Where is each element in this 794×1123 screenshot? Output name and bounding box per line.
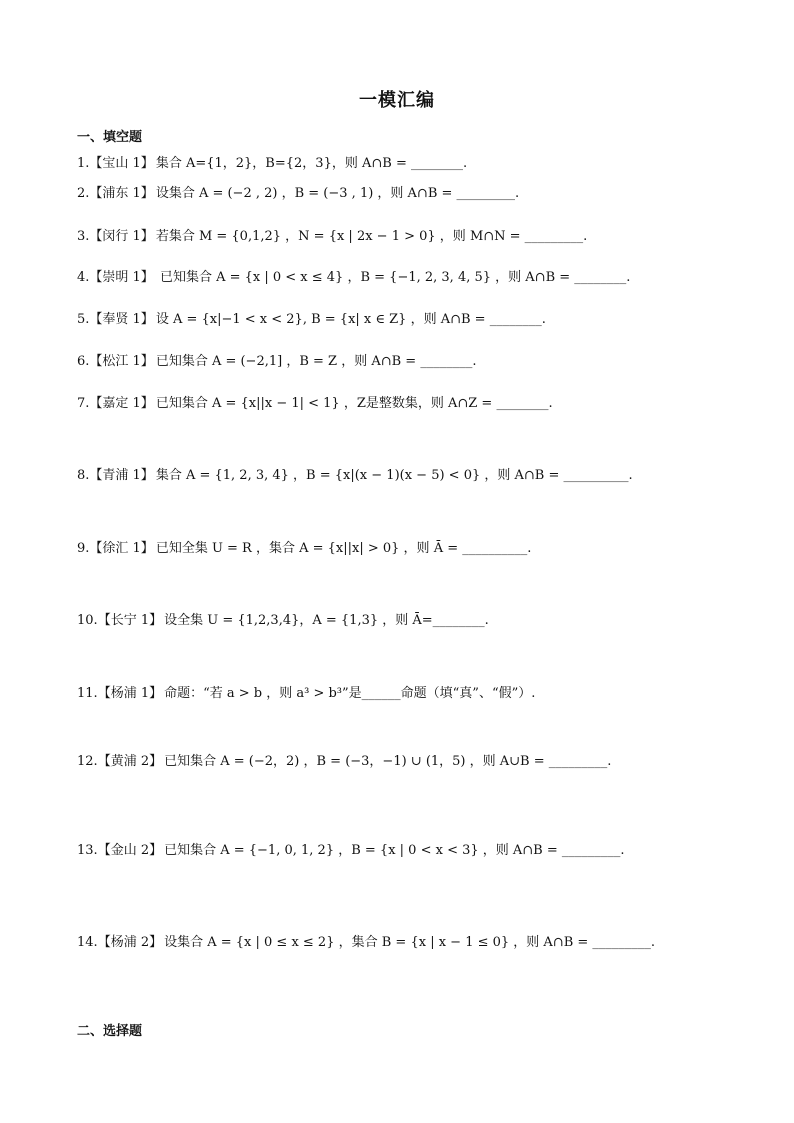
question-6: [77, 353, 476, 371]
question-tag: 【杨浦 1】: [97, 686, 163, 701]
question-10: [77, 612, 489, 630]
question-text: 已知集合 A = (−2,1] ，B = Z ，则 A∩B = ________.: [155, 354, 477, 369]
question-9: [77, 540, 531, 558]
question-text: 设集合 A = {x | 0 ≤ x ≤ 2} ，集合 B = {x | x − 1 ≤ 0} ，则 A∩B = _________.: [164, 935, 656, 950]
question-13: [77, 842, 625, 860]
question-number: 12.: [77, 754, 98, 769]
question-tag: 【金山 2】: [97, 843, 163, 858]
question-number: 9.: [77, 541, 90, 556]
question-text: 命题：“若 a > b ，则 a³ > b³”是______命题（填“真”、“假”）.: [164, 686, 536, 701]
question-number: 13.: [77, 843, 98, 858]
question-4: [77, 269, 630, 287]
question-11: [77, 685, 535, 703]
question-number: 4.: [77, 270, 90, 285]
question-text: 设集合 A = (−2 , 2) ，B = (−3 , 1) ，则 A∩B = _________.: [155, 186, 520, 201]
question-number: 14.: [77, 935, 98, 950]
question-tag: 【青浦 1】: [89, 468, 154, 483]
question-number: 2.: [77, 186, 90, 201]
question-2: [77, 185, 519, 203]
question-tag: 【松江 1】: [89, 354, 154, 369]
question-text: 设 A = {x|−1 < x < 2}, B = {x| x ∈ Z} ，则 A∩B = ________.: [155, 312, 546, 327]
question-5: [77, 311, 546, 329]
question-text: 已知集合 A = {x||x − 1| < 1} ，Z是整数集，则 A∩Z = ________.: [155, 396, 553, 411]
question-tag: 【奉贤 1】: [89, 312, 154, 327]
question-text: 集合 A={1，2}，B={2，3}，则 A∩B = ________.: [155, 156, 468, 171]
question-text: 集合 A = {1, 2, 3, 4} ，B = {x|(x − 1)(x − 5) < 0} ，则 A∩B = __________.: [155, 468, 633, 483]
question-number: 6.: [77, 354, 90, 369]
question-3: [77, 228, 587, 246]
question-text: 已知集合 A = {−1, 0, 1, 2} ，B = {x | 0 < x < 3} ，则 A∩B = _________.: [164, 843, 625, 858]
question-tag: 【浦东 1】: [89, 186, 154, 201]
question-tag: 【长宁 1】: [97, 613, 163, 628]
section-heading-multiple-choice: 二、选择题: [77, 1024, 143, 1039]
question-number: 3.: [77, 229, 90, 244]
question-number: 8.: [77, 468, 90, 483]
question-tag: 【闵行 1】: [89, 229, 154, 244]
question-8: [77, 467, 633, 485]
question-text: 已知集合 A = (−2，2) ，B = (−3，−1) ∪ (1，5) ，则 A∪B = _________.: [164, 754, 612, 769]
question-tag: 【宝山 1】: [89, 156, 154, 171]
question-tag: 【徐汇 1】: [89, 541, 154, 556]
question-tag: 【崇明 1】: [89, 270, 154, 285]
page-title: 一模汇编: [359, 90, 435, 111]
question-tag: 【嘉定 1】: [89, 396, 154, 411]
question-text: 设全集 U = {1,2,3,4}，A = {1,3} ，则 Ā=________.: [164, 613, 489, 628]
question-text: 已知全集 U = R ，集合 A = {x||x| > 0} ，则 Ā = __________.: [155, 541, 532, 556]
question-7: [77, 395, 553, 413]
question-tag: 【黄浦 2】: [97, 754, 163, 769]
question-14: [77, 934, 655, 952]
question-number: 11.: [77, 686, 98, 701]
question-text: 已知集合 A = {x | 0 < x ≤ 4} ，B = {−1, 2, 3, 4, 5} ，则 A∩B = ________.: [155, 270, 631, 285]
question-text: 若集合 M = {0,1,2} ，N = {x | 2x − 1 > 0} ，则 M∩N = _________.: [155, 229, 588, 244]
section-heading-fill-in: 一、填空题: [77, 130, 143, 145]
question-number: 5.: [77, 312, 90, 327]
question-number: 10.: [77, 613, 98, 628]
question-number: 1.: [77, 156, 90, 171]
question-tag: 【杨浦 2】: [97, 935, 163, 950]
question-1: [77, 155, 467, 173]
question-number: 7.: [77, 396, 90, 411]
question-12: [77, 753, 611, 771]
